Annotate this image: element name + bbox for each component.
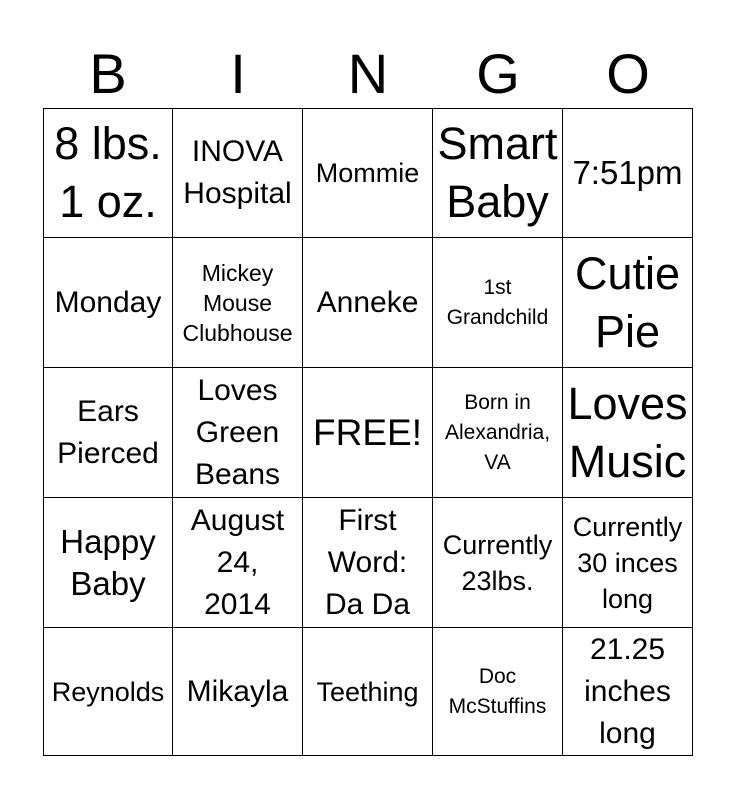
bingo-cell[interactable]: [43, 238, 173, 368]
bingo-cell-text: Reynolds: [51, 676, 165, 707]
bingo-cell[interactable]: [563, 368, 693, 498]
bingo-cell[interactable]: [173, 108, 303, 238]
bingo-cell[interactable]: [563, 238, 693, 368]
bingo-cell[interactable]: [433, 628, 563, 756]
header-letter-n: N: [347, 42, 389, 105]
bingo-cell-text: Teething: [316, 676, 419, 707]
bingo-cell[interactable]: [303, 498, 433, 628]
free-space-text: FREE!: [313, 411, 422, 453]
bingo-cell-text: Cutie Pie: [574, 247, 681, 357]
bingo-cell[interactable]: [43, 498, 173, 628]
bingo-cell-text: Smart Baby: [437, 118, 558, 227]
bingo-cell-text: August 24, 2014: [190, 503, 285, 621]
bingo-cell-text: Anneke: [316, 285, 419, 319]
header-letter-g: G: [476, 42, 520, 105]
header-letter-i: I: [230, 42, 246, 105]
bingo-header: [43, 40, 693, 108]
bingo-cell-text: Currently 23lbs.: [442, 529, 553, 596]
header-letter-o: O: [606, 42, 650, 105]
bingo-cell-text: INOVA Hospital: [183, 135, 292, 210]
bingo-cell-text: Mommie: [315, 158, 420, 188]
header-letter-b: B: [89, 42, 127, 105]
bingo-cell-text: Ears Pierced: [57, 394, 159, 470]
bingo-cell[interactable]: [563, 498, 693, 628]
bingo-cell[interactable]: [433, 498, 563, 628]
bingo-cell-text: Monday: [54, 285, 162, 319]
bingo-cell-text: 8 lbs. 1 oz.: [54, 118, 162, 227]
bingo-cell[interactable]: [433, 368, 563, 498]
bingo-cell-text: Happy Baby: [60, 522, 156, 602]
bingo-cell[interactable]: [303, 628, 433, 756]
bingo-cell-text: Loves Green Beans: [194, 373, 281, 491]
bingo-cell[interactable]: [173, 628, 303, 756]
bingo-cell-text: 1st Grandchild: [446, 275, 549, 329]
bingo-cell-text: Mickey Mouse Clubhouse: [182, 259, 293, 346]
bingo-cell[interactable]: [433, 238, 563, 368]
bingo-cell[interactable]: [303, 108, 433, 238]
bingo-cell-text: First Word: Da Da: [324, 503, 411, 621]
bingo-cell-text: 7:51pm: [572, 154, 683, 191]
bingo-cell[interactable]: [563, 628, 693, 756]
bingo-cell[interactable]: [563, 108, 693, 238]
bingo-cell-text: Doc McStuffins: [448, 664, 547, 718]
bingo-cell[interactable]: [433, 108, 563, 238]
bingo-cell[interactable]: [173, 498, 303, 628]
bingo-cell[interactable]: [43, 108, 173, 238]
bingo-cell-text: Currently 30 inces long: [572, 511, 683, 614]
bingo-board: [43, 108, 693, 756]
bingo-cell[interactable]: [173, 238, 303, 368]
free-space-cell[interactable]: [303, 368, 433, 498]
bingo-cell-text: 21.25 inches long: [584, 632, 671, 750]
bingo-cell[interactable]: [173, 368, 303, 498]
bingo-cell-text: Born in Alexandria, VA: [444, 390, 551, 474]
bingo-cell[interactable]: [43, 368, 173, 498]
bingo-cell-text: Mikayla: [186, 674, 289, 708]
bingo-cell[interactable]: [43, 628, 173, 756]
bingo-cell[interactable]: [303, 238, 433, 368]
bingo-cell-text: Loves Music: [567, 377, 688, 487]
